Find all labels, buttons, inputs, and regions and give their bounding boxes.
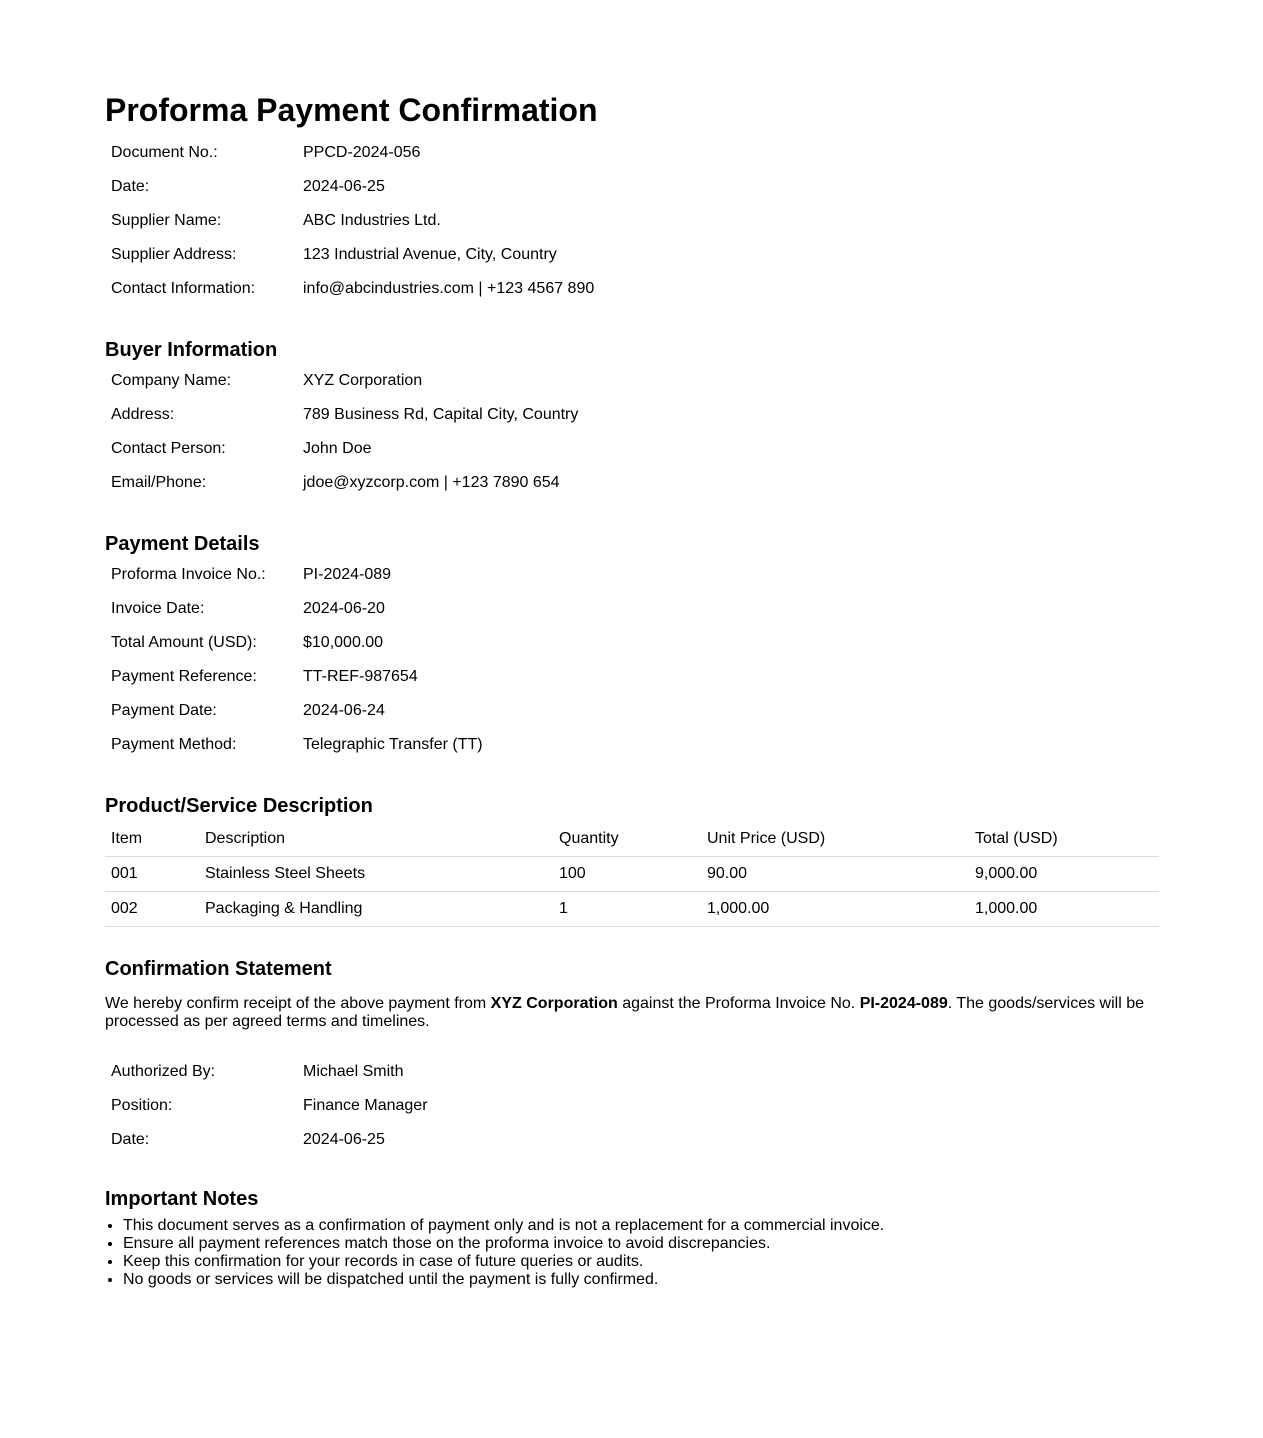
field-value: 2024-06-24: [303, 702, 385, 719]
field-row: [105, 364, 1159, 398]
confirmation-heading: Confirmation Statement: [105, 958, 332, 980]
table-cell: 100: [553, 857, 701, 892]
table-cell: 1: [553, 892, 701, 927]
field-value: Michael Smith: [303, 1063, 404, 1080]
field-value: 789 Business Rd, Capital City, Country: [303, 406, 579, 423]
column-header: Item: [105, 822, 199, 857]
field-label: Contact Information:: [111, 280, 256, 297]
field-row: [105, 558, 1159, 592]
field-value: 2024-06-25: [303, 1131, 385, 1148]
field-row: [105, 1123, 1159, 1157]
field-label: Payment Date:: [111, 702, 217, 719]
header-fields: [105, 136, 1159, 306]
table-cell: 001: [105, 857, 199, 892]
field-value: PI-2024-089: [303, 566, 392, 583]
field-row: [105, 398, 1159, 432]
column-header: Quantity: [553, 822, 701, 857]
products-heading: Product/Service Description: [105, 795, 373, 817]
field-value: Telegraphic Transfer (TT): [303, 736, 483, 753]
field-row: [105, 626, 1159, 660]
buyer-fields: [105, 364, 1159, 500]
field-label: Company Name:: [111, 372, 232, 389]
field-value: XYZ Corporation: [303, 372, 423, 389]
table-cell: 90.00: [701, 857, 969, 892]
field-value: 123 Industrial Avenue, City, Country: [303, 246, 557, 263]
field-value: 2024-06-25: [303, 178, 385, 195]
field-label: Authorized By:: [111, 1063, 216, 1080]
notes-list: [105, 1217, 1159, 1289]
field-row: [105, 728, 1159, 762]
field-row: [105, 1055, 1159, 1089]
table-row: [105, 892, 1159, 927]
table-cell: Stainless Steel Sheets: [199, 857, 553, 892]
field-value: ABC Industries Ltd.: [303, 212, 441, 229]
buyer-heading: Buyer Information: [105, 339, 278, 361]
field-row: [105, 466, 1159, 500]
field-value: info@abcindustries.com | +123 4567 890: [303, 280, 595, 297]
list-item: • Ensure all payment references match those on the proforma invoice to avoid discrepancies.: [123, 1235, 1159, 1253]
table-row: [105, 857, 1159, 892]
field-label: Contact Person:: [111, 440, 226, 457]
column-header: Description: [199, 822, 553, 857]
notes-heading: Important Notes: [105, 1188, 259, 1210]
table-cell: Packaging & Handling: [199, 892, 553, 927]
field-value: PPCD-2024-056: [303, 144, 421, 161]
page-title: Proforma Payment Confirmation: [105, 92, 598, 128]
confirmation-paragraph: [105, 995, 1159, 1031]
document: [105, 88, 1159, 1289]
field-row: [105, 204, 1159, 238]
payment-heading: Payment Details: [105, 533, 260, 555]
list-item: • Keep this confirmation for your records in case of future queries or audits.: [123, 1253, 1159, 1271]
field-label: Total Amount (USD):: [111, 634, 257, 651]
field-value: jdoe@xyzcorp.com | +123 7890 654: [303, 474, 560, 491]
confirmation-text: . The goods/services will be processed as per agreed terms and timelines.: [105, 995, 1144, 1030]
field-label: Document No.:: [111, 144, 218, 161]
field-row: [105, 694, 1159, 728]
field-value: $10,000.00: [303, 634, 384, 651]
field-label: Payment Method:: [111, 736, 237, 753]
field-label: Supplier Name:: [111, 212, 222, 229]
field-row: [105, 238, 1159, 272]
list-item: • This document serves as a confirmation of payment only and is not a replacement for a commercial invoice.: [123, 1217, 1159, 1235]
field-label: Invoice Date:: [111, 600, 205, 617]
products-table: [105, 822, 1159, 927]
field-row: [105, 660, 1159, 694]
confirmation-text: We hereby confirm receipt of the above payment from: [105, 995, 491, 1012]
field-label: Proforma Invoice No.:: [111, 566, 266, 583]
field-value: 2024-06-20: [303, 600, 385, 617]
column-header: Unit Price (USD): [701, 822, 969, 857]
confirmation-text: against the Proforma Invoice No.: [617, 995, 860, 1012]
field-value: John Doe: [303, 440, 372, 457]
confirmation-invoice: PI-2024-089: [859, 995, 948, 1012]
column-header: Total (USD): [969, 822, 1159, 857]
table-cell: 1,000.00: [701, 892, 969, 927]
field-value: Finance Manager: [303, 1097, 428, 1114]
table-cell: 9,000.00: [969, 857, 1159, 892]
field-row: [105, 1089, 1159, 1123]
payment-fields: [105, 558, 1159, 762]
field-row: [105, 592, 1159, 626]
field-value: TT-REF-987654: [303, 668, 418, 685]
list-item: • No goods or services will be dispatched until the payment is fully confirmed.: [123, 1271, 1159, 1289]
field-row: [105, 136, 1159, 170]
table-header-row: [105, 822, 1159, 857]
field-label: Payment Reference:: [111, 668, 257, 685]
confirmation-company: XYZ Corporation: [490, 995, 618, 1012]
field-label: Email/Phone:: [111, 474, 207, 491]
field-label: Date:: [111, 1131, 150, 1148]
authorization-fields: [105, 1055, 1159, 1157]
field-row: [105, 170, 1159, 204]
table-cell: 002: [105, 892, 199, 927]
field-label: Date:: [111, 178, 150, 195]
field-label: Address:: [111, 406, 175, 423]
field-row: [105, 272, 1159, 306]
field-row: [105, 432, 1159, 466]
table-cell: 1,000.00: [969, 892, 1159, 927]
field-label: Position:: [111, 1097, 173, 1114]
field-label: Supplier Address:: [111, 246, 237, 263]
